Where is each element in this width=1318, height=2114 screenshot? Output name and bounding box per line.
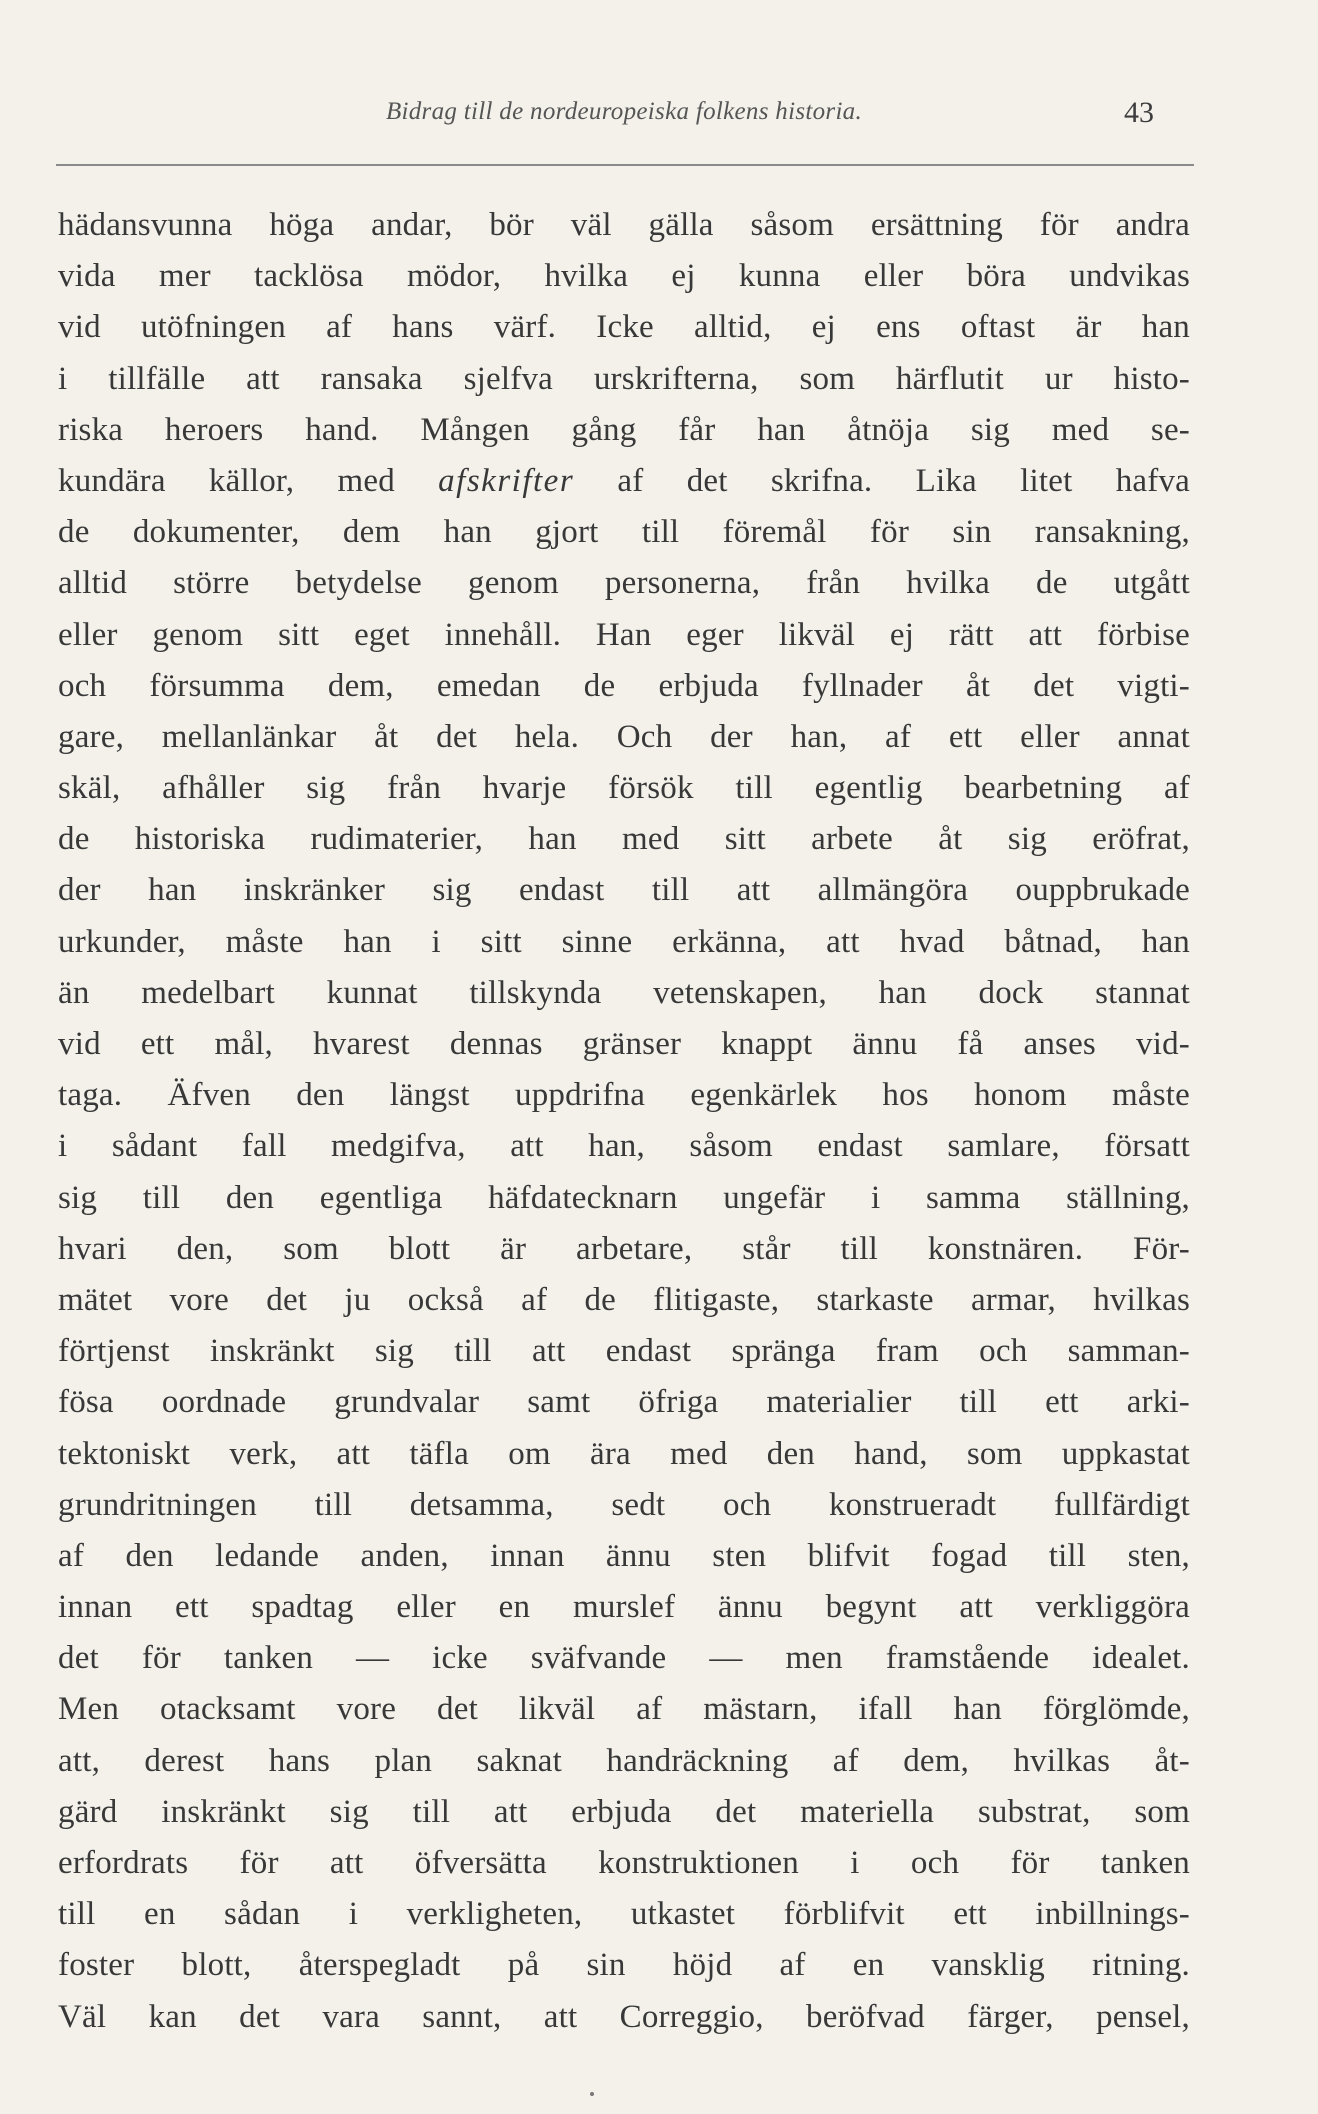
running-title: Bidrag till de nordeuropeiska folkens historia.	[385, 98, 863, 125]
text-line	[58, 1940, 1190, 1991]
text-line	[58, 712, 1190, 763]
text-segment: och försumma dem, emedan de erbjuda fyllnader åt det vigti-	[58, 667, 1190, 704]
text-line	[58, 251, 1190, 302]
text-line	[58, 1121, 1190, 1172]
text-segment: de dokumenter, dem han gjort till föremål för sin ransakning,	[58, 514, 1190, 551]
text-line	[58, 1838, 1190, 1889]
text-segment: tektoniskt verk, att täfla om ära med den hand, som uppkastat	[58, 1435, 1190, 1472]
text-line	[58, 1736, 1190, 1787]
text-line	[58, 1275, 1190, 1326]
text-line	[58, 405, 1190, 456]
text-segment: de historiska rudimaterier, han med sitt arbete åt sig eröfrat,	[58, 821, 1190, 858]
text-line	[58, 917, 1190, 968]
text-segment: till en sådan i verkligheten, utkastet förblifvit ett inbillnings-	[58, 1896, 1190, 1933]
text-segment: fösa oordnade grundvalar samt öfriga materialier till ett arki-	[58, 1384, 1190, 1421]
text-line	[58, 865, 1190, 916]
text-line	[58, 558, 1190, 609]
text-line	[58, 763, 1190, 814]
text-segment: i tillfälle att ransaka sjelfva urskrifterna, som härflutit ur histo-	[58, 360, 1190, 397]
text-line	[58, 1019, 1190, 1070]
text-line	[58, 1173, 1190, 1224]
ink-speck	[590, 2092, 594, 2096]
text-segment: innan ett spadtag eller en murslef ännu begynt att verkliggöra	[58, 1589, 1190, 1626]
text-segment: än medelbart kunnat tillskynda vetenskapen, han dock stannat	[58, 974, 1190, 1011]
text-segment: af den ledande anden, innan ännu sten blifvit fogad till sten,	[58, 1537, 1190, 1574]
text-segment: der han inskränker sig endast till att allmängöra ouppbrukade	[58, 872, 1190, 909]
text-line	[58, 968, 1190, 1019]
text-line	[58, 1992, 1190, 2043]
text-line	[58, 1531, 1190, 1582]
emphasized-word: afskrifter	[438, 462, 575, 499]
text-line	[58, 200, 1190, 251]
header-rule	[56, 164, 1194, 166]
text-segment: det för tanken — icke sväfvande — men framstående idealet.	[58, 1640, 1190, 1677]
text-segment: att, derest hans plan saknat handräckning af dem, hvilkas åt-	[58, 1742, 1190, 1779]
text-line	[58, 1480, 1190, 1531]
text-segment: mätet vore det ju också af de flitigaste, starkaste armar, hvilkas	[58, 1281, 1190, 1318]
text-segment: förtjenst inskränkt sig till att endast spränga fram och samman-	[58, 1333, 1190, 1370]
text-line	[58, 1889, 1190, 1940]
text-segment: vid utöfningen af hans värf. Icke alltid, ej ens oftast är han	[58, 309, 1190, 346]
text-line	[58, 610, 1190, 661]
text-segment: Väl kan det vara sannt, att Correggio, beröfvad färger, pensel,	[58, 1998, 1190, 2035]
text-line	[58, 814, 1190, 865]
text-line	[58, 1070, 1190, 1121]
page-number: 43	[1124, 96, 1154, 129]
text-segment: taga. Äfven den längst uppdrifna egenkärlek hos honom måste	[58, 1077, 1190, 1114]
text-segment: Men otacksamt vore det likväl af mästarn, ifall han förglömde,	[58, 1691, 1190, 1728]
text-line	[58, 1326, 1190, 1377]
text-line	[58, 302, 1190, 353]
text-segment: skäl, afhåller sig från hvarje försök till egentlig bearbetning af	[58, 770, 1190, 807]
text-line	[58, 1633, 1190, 1684]
text-line	[58, 661, 1190, 712]
text-segment: eller genom sitt eget innehåll. Han eger likväl ej rätt att förbise	[58, 616, 1190, 653]
text-line	[58, 507, 1190, 558]
text-segment: riska heroers hand. Mången gång får han åtnöja sig med se-	[58, 411, 1190, 448]
text-segment: i sådant fall medgifva, att han, såsom endast samlare, försatt	[58, 1128, 1190, 1165]
text-segment: hädansvunna höga andar, bör väl gälla såsom ersättning för andra	[58, 207, 1190, 243]
text-line	[58, 354, 1190, 405]
text-segment: gärd inskränkt sig till att erbjuda det materiella substrat, som	[58, 1793, 1190, 1830]
body-text	[58, 200, 1190, 2043]
page-header	[56, 98, 1192, 142]
text-segment: urkunder, måste han i sitt sinne erkänna, att hvad båtnad, han	[58, 923, 1190, 960]
text-segment: grundritningen till detsamma, sedt och konstrueradt fullfärdigt	[58, 1486, 1190, 1523]
text-line	[58, 1787, 1190, 1838]
text-segment: vida mer tacklösa mödor, hvilka ej kunna eller böra undvikas	[58, 258, 1190, 295]
text-line	[58, 1582, 1190, 1633]
text-line	[58, 1684, 1190, 1735]
text-segment: af det skrifna. Lika litet hafva	[574, 462, 1190, 499]
text-segment: hvari den, som blott är arbetare, står till konstnären. För-	[58, 1230, 1190, 1267]
text-line	[58, 456, 1190, 507]
text-segment: sig till den egentliga häfdatecknarn ungefär i samma ställning,	[58, 1179, 1190, 1216]
text-segment: foster blott, återspegladt på sin höjd af en vansklig ritning.	[58, 1947, 1190, 1984]
text-line	[58, 1377, 1190, 1428]
text-segment: kundära källor, med	[58, 462, 439, 499]
text-segment: alltid större betydelse genom personerna, från hvilka de utgått	[58, 565, 1190, 602]
text-line	[58, 1224, 1190, 1275]
text-segment: erfordrats för att öfversätta konstruktionen i och för tanken	[58, 1845, 1190, 1881]
text-line	[58, 1429, 1190, 1480]
text-segment: gare, mellanlänkar åt det hela. Och der han, af ett eller annat	[58, 718, 1190, 755]
text-segment: vid ett mål, hvarest dennas gränser knappt ännu få anses vid-	[58, 1026, 1190, 1062]
